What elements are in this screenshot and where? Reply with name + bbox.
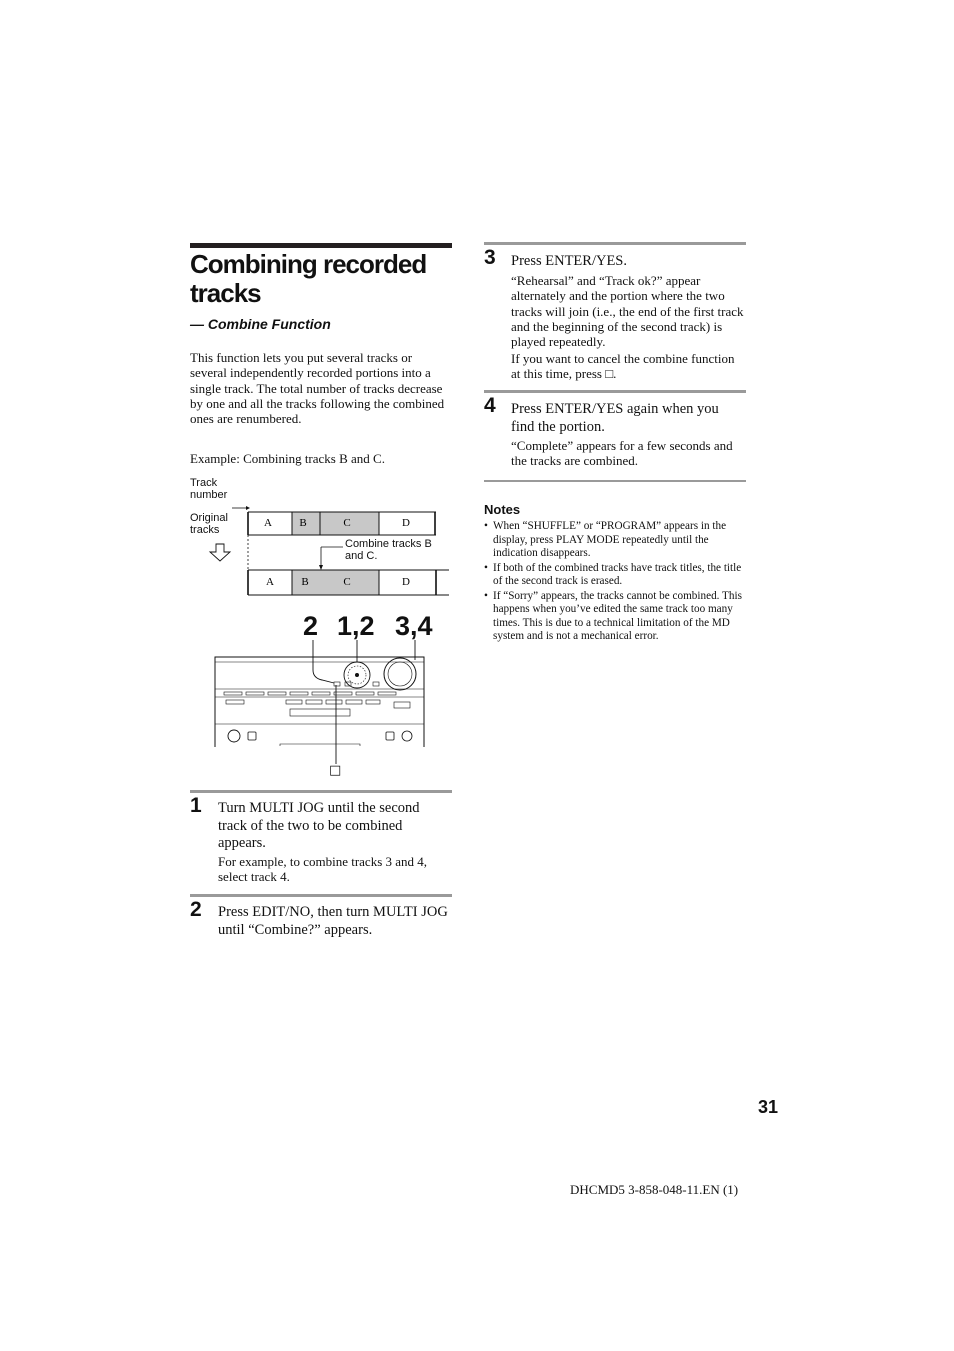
track-number-label: Track number xyxy=(190,477,228,501)
original-tracks-label: Original tracks xyxy=(190,512,228,536)
page-number: 31 xyxy=(758,1097,779,1117)
ref-label-center: 1,2 xyxy=(337,611,375,641)
step-3-cancel-note: If you want to cancel the combine function at this time, press □. xyxy=(511,351,735,382)
note-item: • If both of the combined tracks have track titles, the title of the second track is erased. xyxy=(484,562,746,589)
step-3-detail: “Rehearsal” and “Track ok?” appear alternately and the portion where the two tracks will join (i.e., the end of the first track and the beginning of the second track) is played repeatedly. xyxy=(511,273,744,350)
note-item: • When “SHUFFLE” or “PROGRAM” appears in the display, press PLAY MODE repeatedly until the indication disappears. xyxy=(484,520,746,561)
step-4-rule xyxy=(484,390,746,393)
track-a-top-label: A xyxy=(264,517,272,529)
step-1-text: Turn MULTI JOG until the second track of the two to be combined appears. xyxy=(218,800,420,851)
track-diagram xyxy=(190,495,455,600)
step-2-number: 2 xyxy=(190,898,202,921)
title-rule xyxy=(190,243,452,248)
ref-label-right: 3,4 xyxy=(395,611,433,641)
step-1-number: 1 xyxy=(190,794,202,817)
track-a-bottom-label: A xyxy=(266,576,274,588)
notes-heading: Notes xyxy=(484,502,521,517)
notes-list xyxy=(484,520,746,644)
stop-symbol: □ xyxy=(329,763,342,778)
step-1-detail: For example, to combine tracks 3 and 4, select track 4. xyxy=(218,854,428,885)
page-title: Combining recorded tracks xyxy=(190,249,427,308)
multi-jog-dial xyxy=(344,662,370,688)
device-front-panel xyxy=(210,640,430,785)
step-1-rule xyxy=(190,790,452,793)
step-3-text: Press ENTER/YES. xyxy=(511,253,627,269)
down-arrow-icon xyxy=(210,544,230,561)
step-4-detail: “Complete” appears for a few seconds and the tracks are combined. xyxy=(511,438,733,469)
step-4-number: 4 xyxy=(484,394,496,417)
step-4-end-rule xyxy=(484,480,746,482)
track-d-bottom-label: D xyxy=(402,576,410,588)
page-subtitle: — Combine Function xyxy=(190,316,331,332)
note-item: • If “Sorry” appears, the tracks cannot be combined. This happens when you’ve edited the same track too many times. This is due to a technical limitation of the MD system and is not a mechanical error. xyxy=(484,590,746,644)
track-b-bottom-label: B xyxy=(301,576,309,588)
track-b-top-label: B xyxy=(299,517,307,529)
step-2-text: Press EDIT/NO, then turn MULTI JOG until “Combine?” appears. xyxy=(218,904,448,938)
step-3-number: 3 xyxy=(484,246,496,269)
track-c-bottom-label: C xyxy=(343,576,351,588)
volume-knob xyxy=(384,658,416,690)
combine-label: Combine tracks B and C. xyxy=(345,538,432,562)
track-d-top-label: D xyxy=(402,517,410,529)
example-caption: Example: Combining tracks B and C. xyxy=(190,451,385,466)
step-3-rule xyxy=(484,242,746,245)
document-id: DHCMD5 3-858-048-11.EN (1) xyxy=(570,1182,739,1197)
step-2-rule xyxy=(190,894,452,897)
step-4-text: Press ENTER/YES again when you find the portion. xyxy=(511,401,719,435)
ref-label-left: 2 xyxy=(303,611,319,641)
track-c-top-label: C xyxy=(343,517,351,529)
intro-paragraph: This function lets you put several tracks or several independently recorded portions into a single track. The total number of tracks decrease by one and all the tracks following the combined ones are renumbered. xyxy=(190,350,445,427)
